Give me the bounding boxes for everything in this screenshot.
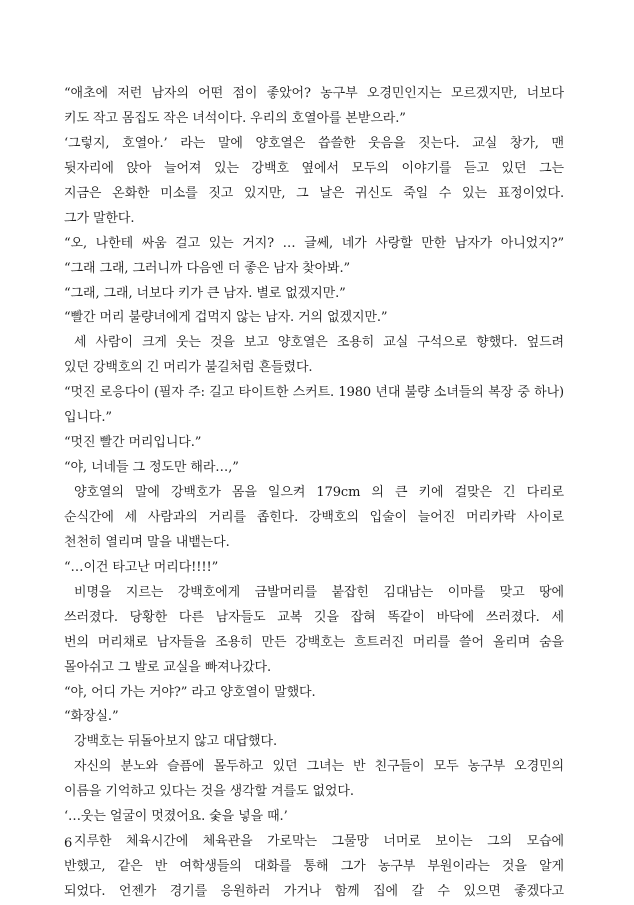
text-line: 순식간에 세 사람과의 거리를 좁힌다. 강백호의 입술이 늘어진 머리카락 사이로 <box>64 509 564 525</box>
text-line: 몰아쉬고 그 발로 교실을 빠져나갔다. <box>64 659 272 675</box>
text-line: ‘…웃는 얼굴이 멋졌어요. 숯을 넣을 때.’ <box>64 809 288 825</box>
text-line: 되었다. 언젠가 경기를 응원하러 가거나 함께 집에 갈 수 있으면 좋겠다고 <box>64 884 564 899</box>
text-line: 반했고, 같은 반 여학생들의 대화를 통해 그가 농구부 부원이라는 것을 알게 <box>64 859 564 875</box>
text-line: 강백호는 뒤돌아보지 않고 대답했다. <box>74 734 277 750</box>
text-line: “…이건 타고난 머리다!!!!” <box>64 559 219 575</box>
text-line: “애초에 저런 남자의 어떤 점이 좋았어? 농구부 오경민인지는 모르겠지만, 너보다 <box>64 86 564 101</box>
text-line: 쓰러졌다. 당황한 다른 남자들도 교복 깃을 잡혀 똑같이 바닥에 쓰러졌다. 세 <box>64 609 564 625</box>
text-line: 그가 말한다. <box>64 210 135 226</box>
text-line: “야, 어디 가는 거야?” 라고 양호열이 말했다. <box>64 684 316 700</box>
text-line: 입니다.” <box>64 410 112 426</box>
text-line: “멋진 로응다이 (필자 주: 길고 타이트한 스커트. 1980 년대 불량 소녀들의 복장 중 하나) <box>64 385 564 401</box>
text-line: ‘그렇지, 호열아.’ 라는 말에 양호열은 씁쓸한 웃음을 짓는다. 교실 창가, 맨 <box>64 135 564 151</box>
text-line: 번의 머리채로 남자들을 조용히 만든 강백호는 흐트러진 머리를 쓸어 올리며 숨을 <box>64 634 564 650</box>
text-line: 지루한 체육시간에 체육관을 가로막는 그물망 너머로 보이는 그의 모습에 <box>74 834 564 850</box>
text-line: 세 사람이 크게 웃는 것을 보고 양호열은 조용히 교실 구석으로 향했다. 엎드려 <box>74 335 564 351</box>
text-line: 있던 강백호의 긴 머리가 불길처럼 흔들렸다. <box>64 360 313 376</box>
text-line: “그래 그래, 그러니까 다음엔 더 좋은 남자 찾아봐.” <box>64 260 351 276</box>
text-line: “빨간 머리 불량녀에게 겁먹지 않는 남자. 거의 없겠지만.” <box>64 310 388 326</box>
text-line: “오, 나한테 싸움 걸고 있는 거지? … 글쎄, 네가 사랑할 만한 남자가 아니었지?” <box>64 235 564 251</box>
text-line: “야, 너네들 그 정도만 해라…,” <box>64 460 239 476</box>
text-line: “그래, 그래, 너보다 키가 큰 남자. 별로 없겠지만.” <box>64 285 346 301</box>
text-line: 뒷자리에 앉아 늘어져 있는 강백호 옆에서 모두의 이야기를 듣고 있던 그는 <box>64 160 564 176</box>
text-line: 자신의 분노와 슬픔에 몰두하고 있던 그녀는 반 친구들이 모두 농구부 오경민의 <box>74 759 564 775</box>
text-line: 키도 작고 몸집도 작은 녀석이다. 우리의 호열아를 본받으라.” <box>64 110 406 126</box>
body-text <box>64 82 564 905</box>
text-line: “멋진 빨간 머리입니다.” <box>64 435 202 451</box>
text-line: 양호열의 말에 강백호가 몸을 일으켜 179cm 의 큰 키에 걸맞은 긴 다리로 <box>74 485 564 500</box>
text-line: 비명을 지르는 강백호에게 금발머리를 붙잡힌 김대남는 이마를 맞고 땅에 <box>74 584 564 600</box>
text-line: “화장실.” <box>64 709 119 725</box>
text-line: 지금은 온화한 미소를 짓고 있지만, 그 날은 귀신도 죽일 수 있는 표정이었다. <box>64 185 564 201</box>
text-line: 이름을 기억하고 있다는 것을 생각할 겨를도 없었다. <box>64 784 354 800</box>
text-line: 천천히 열리며 말을 내뱉는다. <box>64 534 230 550</box>
page-number: 6 <box>64 836 73 851</box>
